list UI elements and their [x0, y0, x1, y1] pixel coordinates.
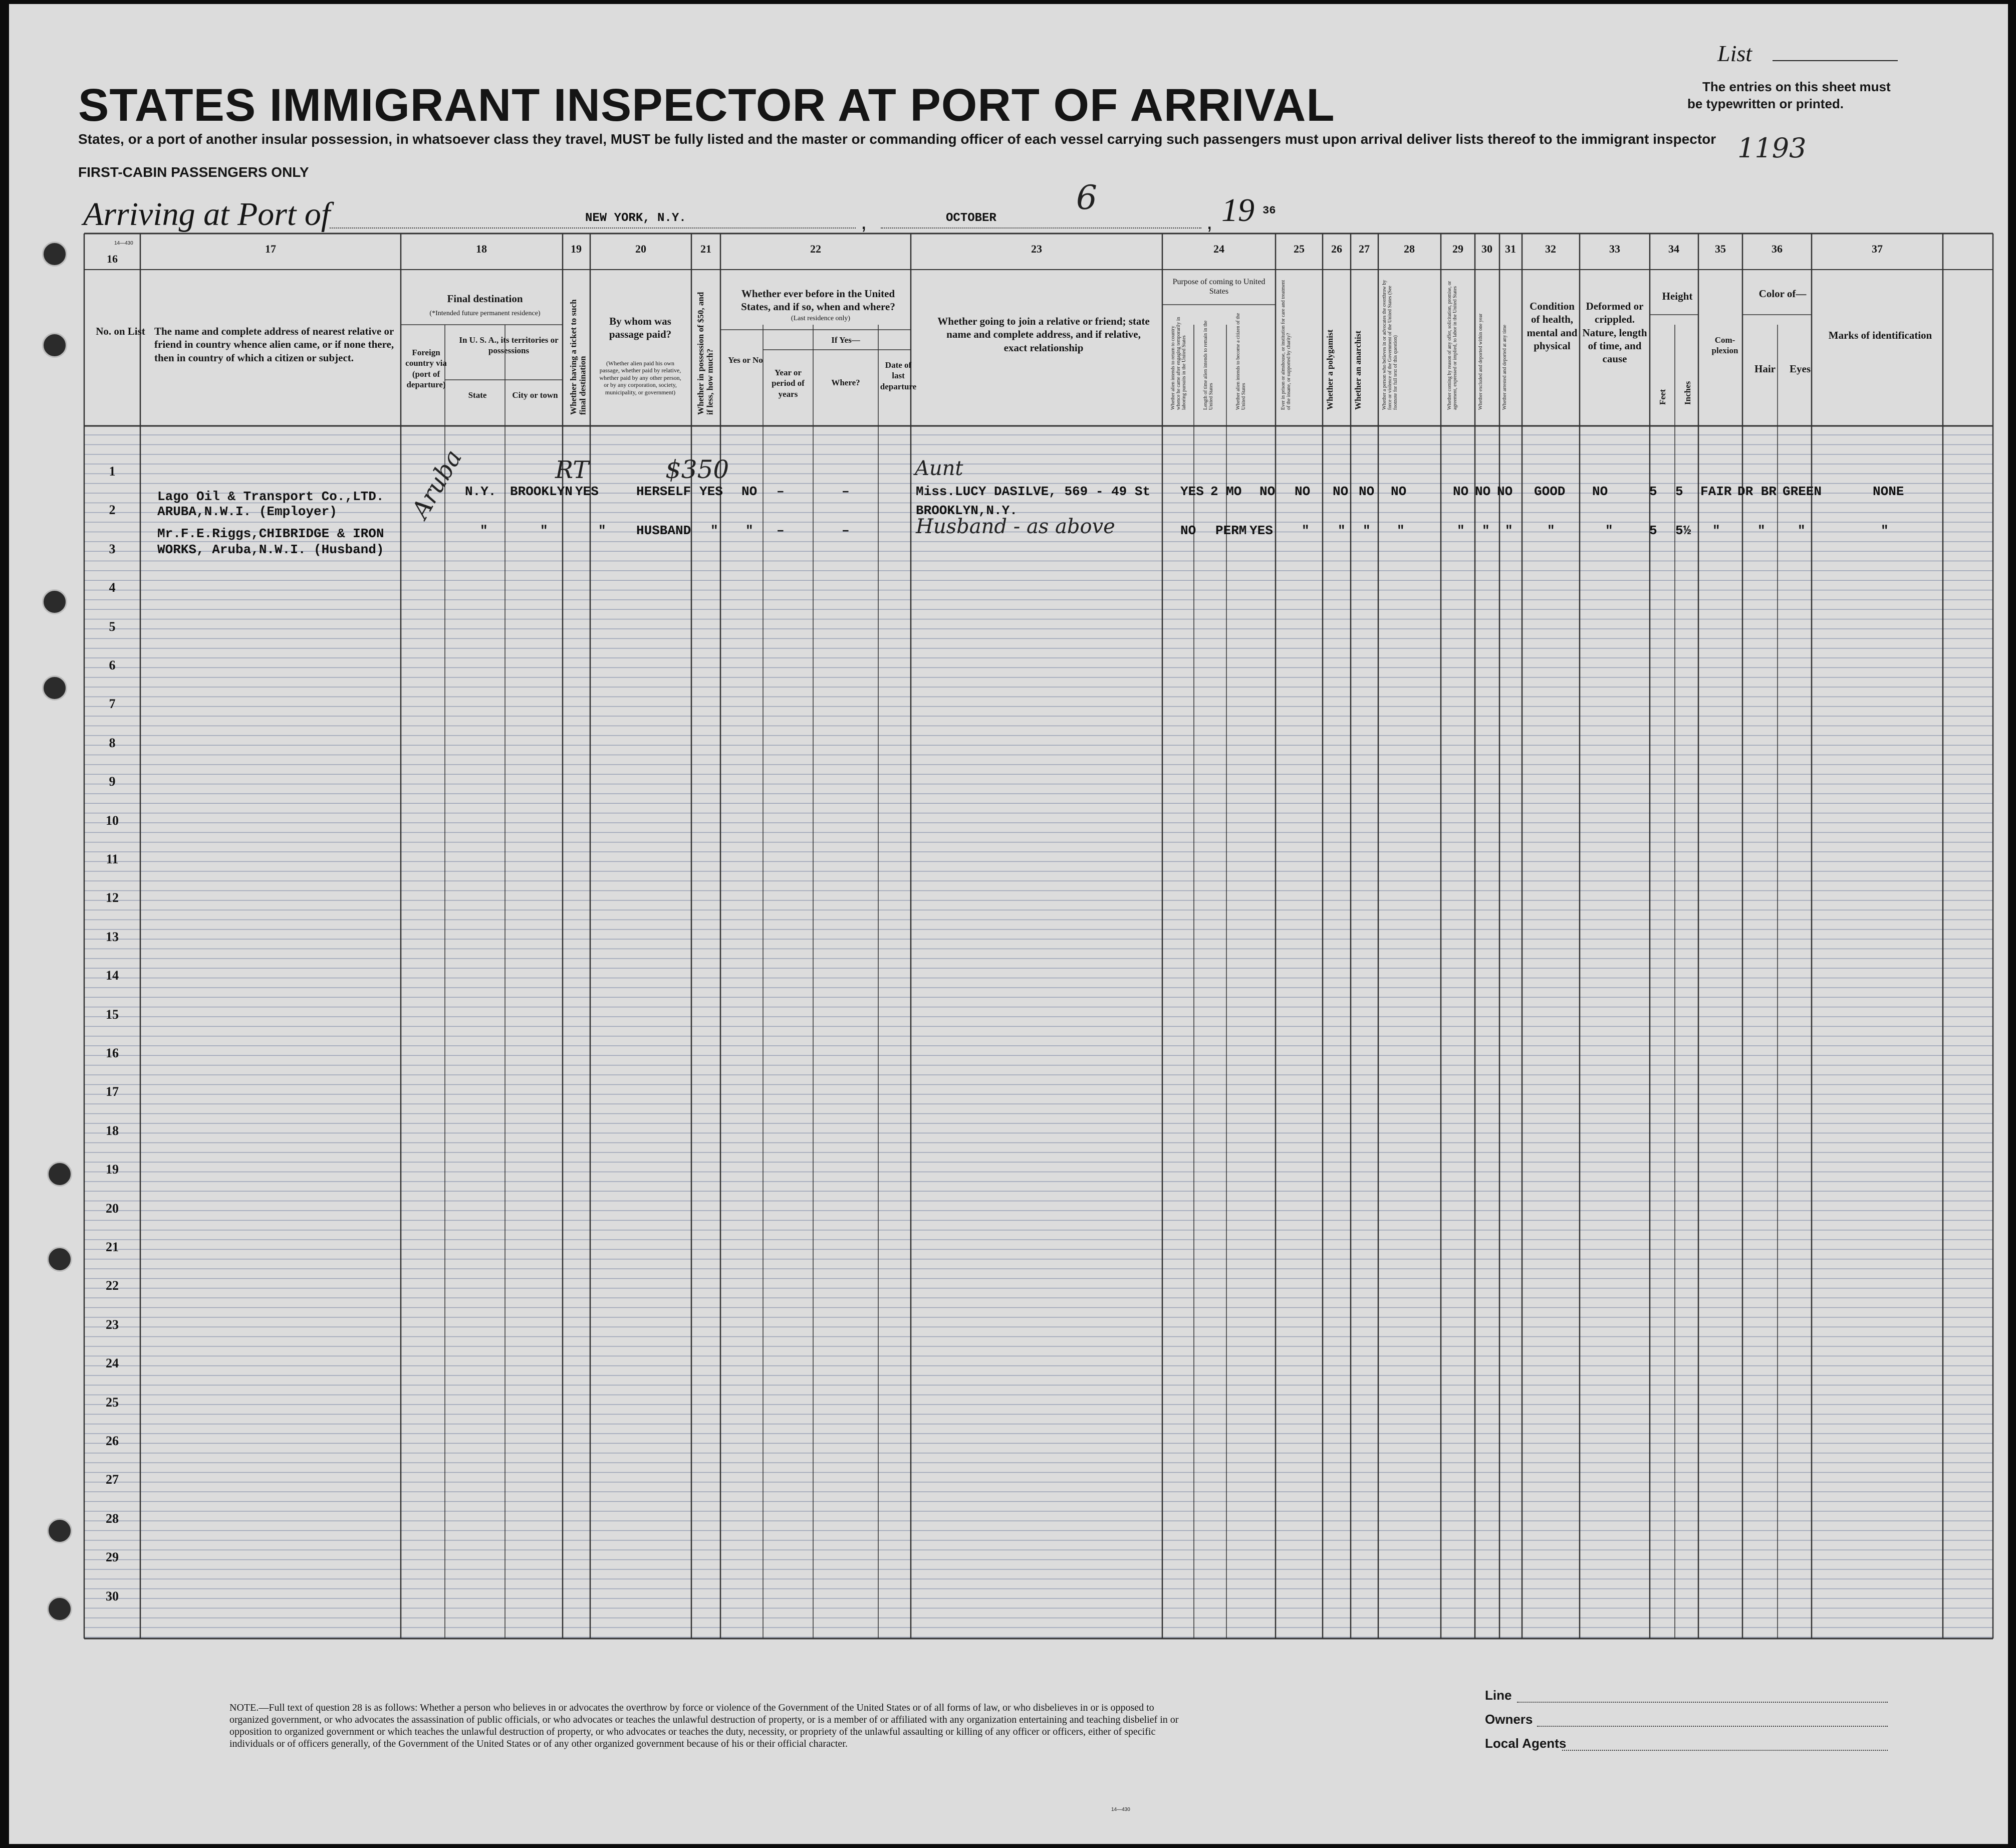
row-number: 29 — [106, 1550, 119, 1565]
header-health: Condition of health, mental and physical — [1527, 300, 1578, 352]
header-ever-before: Whether ever before in the United States, and if so, when and where? — [741, 288, 895, 313]
column-number: 33 — [1609, 243, 1620, 255]
binder-hole — [47, 1247, 72, 1272]
entry-money-handwritten: $350 — [665, 455, 729, 484]
header-last-residence: (Last residence only) — [791, 315, 851, 322]
entry-where-2: – — [842, 523, 850, 538]
ruled-grid — [9, 4, 2008, 1844]
column-number: 32 — [1545, 243, 1556, 255]
entry-q31-1: NO — [1497, 484, 1513, 499]
row-number: 23 — [106, 1317, 119, 1332]
header-q29: Whether coming by reason of any offer, solicitation, promise, or agreement, expressed or implied, to labor in the United States — [1447, 281, 1458, 410]
header-deformed: Deformed or crippled. Nature, length of time, and cause — [1582, 300, 1647, 365]
header-complexion: Com-plexion — [1711, 335, 1738, 356]
row-number: 18 — [106, 1123, 119, 1138]
row-number: 25 — [106, 1395, 119, 1410]
row-number: 19 — [106, 1162, 119, 1177]
entry-ever-2: " — [745, 523, 753, 538]
row-number: 24 — [106, 1356, 119, 1371]
arriving-label: Arriving at Port of — [83, 196, 331, 233]
entry-q29-2: " — [1457, 523, 1465, 538]
entry-foreign-handwritten: Aruba — [406, 444, 468, 524]
entry-prison-1: NO — [1295, 484, 1311, 499]
header-passage-note: (Whether alien paid his own passage, whether paid by relative, whether paid by any other person, or by any corporation, society, municipality, or government) — [599, 360, 681, 396]
row-number: 20 — [106, 1201, 119, 1216]
header-in-usa: In U. S. A., its territories or possessions — [459, 335, 559, 356]
header-ticket: Whether having a ticket to such final destination — [569, 299, 588, 415]
month-value: OCTOBER — [946, 211, 996, 225]
row-number: 8 — [109, 735, 116, 750]
binder-hole — [47, 1518, 72, 1543]
header-purpose-b: Length of time alien intends to remain in the United States — [1203, 320, 1214, 410]
entry-ever-1: NO — [741, 484, 758, 499]
column-number: 17 — [265, 243, 276, 255]
row-number: 14 — [106, 968, 119, 983]
entry-deformed-2: " — [1605, 523, 1613, 538]
page-subtitle: States, or a port of another insular possession, in whatsoever class they travel, MUST be fully listed and the master or commanding officer of each vessel carrying such passengers must upon arrival deliver lists thereof to the immigrant inspector — [78, 131, 1716, 147]
row-number: 5 — [109, 619, 116, 634]
entry-q28-2: " — [1397, 523, 1405, 538]
header-if-yes: If Yes— — [831, 335, 860, 345]
entry-hair-2: " — [1757, 523, 1766, 538]
header-q28: Whether a person who believes in or advocates the overthrow by force or violence of the Government of the United States (See footnote for full text of this question) — [1382, 280, 1398, 410]
entry-purpose-a-2: NO — [1180, 523, 1196, 538]
date-line — [881, 227, 1201, 228]
header-purpose-c: Whether alien intends to become a citizen of the United States — [1235, 313, 1246, 410]
entry-purpose-b-1: 2 MO — [1210, 484, 1242, 499]
header-join-relative: Whether going to join a relative or friend; state name and complete address, and if relative, exact relationship — [937, 315, 1150, 354]
header-date-departure: Date of last departure — [880, 360, 917, 391]
column-number: 30 — [1481, 243, 1492, 255]
column-number: 35 — [1715, 243, 1726, 255]
header-polygamist: Whether a polygamist — [1325, 329, 1335, 410]
entry-where-1: – — [842, 484, 850, 499]
entry-polygamist-1: NO — [1333, 484, 1349, 499]
binder-hole — [42, 675, 67, 701]
column-number: 19 — [571, 243, 582, 255]
entry-paid-1: HERSELF — [636, 484, 691, 499]
entry-relative-line-4: WORKS, Aruba,N.W.I. (Husband) — [157, 542, 384, 557]
entry-health-2: " — [1547, 523, 1555, 538]
row-number: 27 — [106, 1472, 119, 1487]
row-number: 17 — [106, 1084, 119, 1099]
column-number: 24 — [1213, 243, 1224, 255]
entry-purpose-c-2: YES — [1249, 523, 1273, 538]
row-number: 2 — [109, 503, 116, 518]
header-hair: Hair — [1754, 363, 1776, 375]
entry-polygamist-2: " — [1338, 523, 1346, 538]
day-value: 6 — [1076, 178, 1097, 217]
entry-marks-1: NONE — [1873, 484, 1904, 499]
row-number: 7 — [109, 697, 116, 712]
entry-purpose-b-2: PERM — [1215, 523, 1247, 538]
instruction-line-2: be typewritten or printed. — [1687, 96, 1844, 111]
column-number: 36 — [1772, 243, 1783, 255]
page-title: STATES IMMIGRANT INSPECTOR AT PORT OF ARRIVAL — [78, 80, 1335, 131]
entry-complexion-2: " — [1712, 523, 1720, 538]
entry-inches-2: 5½ — [1675, 523, 1691, 538]
entry-relative-line-3: Mr.F.E.Riggs,CHIBRIDGE & IRON — [157, 526, 384, 541]
entry-feet-2: 5 — [1649, 523, 1657, 538]
header-passage-paid: By whom was passage paid? — [609, 315, 672, 341]
header-where: Where? — [831, 378, 860, 387]
binder-hole — [42, 333, 67, 358]
entry-money-1: YES — [699, 484, 723, 499]
year-suffix: 36 — [1263, 204, 1276, 217]
row-number: 10 — [106, 813, 119, 828]
year-prefix: 19 — [1221, 192, 1254, 228]
entry-eyes-1: GREEN — [1783, 484, 1822, 499]
entry-prison-2: " — [1302, 523, 1310, 538]
header-year-period: Year or period of years — [772, 368, 805, 399]
port-value: NEW YORK, N.Y. — [585, 211, 686, 225]
header-purpose-a: Whether alien intends to return to country whence he came after engaging temporarily in laboring pursuits in the United States — [1170, 317, 1187, 410]
entry-complexion-1: FAIR — [1700, 484, 1732, 499]
row-number: 28 — [106, 1511, 119, 1526]
row-number: 13 — [106, 929, 119, 944]
port-line — [330, 227, 856, 228]
footer-agents-label: Local Agents — [1485, 1736, 1567, 1751]
row-number: 6 — [109, 658, 116, 672]
row-number: 22 — [106, 1278, 119, 1293]
footer-owners-field[interactable] — [1537, 1726, 1888, 1727]
header-purpose: Purpose of coming to United States — [1172, 278, 1266, 296]
row-number: 1 — [109, 464, 116, 479]
list-label: List — [1717, 41, 1752, 66]
column-number: 34 — [1668, 243, 1679, 255]
header-possession-50: Whether in possession of $50, and if less, how much? — [696, 292, 715, 415]
column-number: 26 — [1331, 243, 1342, 255]
column-number: 29 — [1452, 243, 1463, 255]
entry-q30-2: " — [1482, 523, 1490, 538]
entry-purpose-c-1: NO — [1259, 484, 1276, 499]
entry-year-2: – — [777, 523, 785, 538]
entry-join-handwritten: Aunt — [915, 457, 963, 480]
column-number: 23 — [1031, 243, 1042, 255]
class-line: FIRST-CABIN PASSENGERS ONLY — [78, 164, 309, 180]
header-no-on-list: No. on List — [96, 325, 145, 337]
header-nearest-relative: The name and complete address of nearest relative or friend in country whence alien came, or if none there, then in country of which a citizen or subject. — [154, 325, 394, 364]
instruction-line-1: The entries on this sheet must — [1702, 79, 1891, 94]
binder-hole — [42, 589, 67, 614]
header-final-destination-note: (*Intended future permanent residence) — [429, 310, 541, 317]
entry-q29-1: NO — [1453, 484, 1469, 499]
entry-money-2: " — [710, 523, 718, 538]
entry-ticket-1: YES — [575, 484, 599, 499]
list-number-line — [1773, 60, 1898, 61]
entry-paid-2: HUSBAND — [636, 523, 691, 538]
column-number: 16 — [107, 253, 118, 265]
column-number: 18 — [476, 243, 487, 255]
entry-state-1: N.Y. — [465, 484, 496, 499]
column-number: 27 — [1359, 243, 1370, 255]
header-feet: Feet — [1658, 389, 1667, 405]
header-height: Height — [1662, 290, 1693, 302]
header-marks: Marks of identification — [1828, 329, 1932, 341]
column-number: 20 — [635, 243, 646, 255]
header-foreign-country: Foreign country via (port of departure) — [405, 348, 447, 389]
footer-owners-label: Owners — [1485, 1712, 1533, 1727]
header-city: City or town — [512, 390, 558, 400]
entry-marks-2: " — [1881, 523, 1889, 538]
header-final-destination: Final destination — [447, 293, 523, 305]
entry-inches-1: 5 — [1675, 484, 1683, 499]
row-number: 15 — [106, 1007, 119, 1022]
manifest-sheet: List The entries on this sheet must be typewritten or printed. 1193 STATES IMMIGRANT INSPECTOR AT PORT OF ARRIVAL States, or a port of another insular possession, in whatsoever class they travel, MUST be fully listed and the master or commanding officer of each vessel carrying such passengers must upon arrival deliver lists thereof to the immigrant inspector FIRST-CABIN PASSENGERS ONLY Arriving at Port of NEW YORK, N.Y. , OCTOBER 6 , 19 36 14—430 16 17 18 19 20 21 22 23 24 25 26 27 28 29 30 31 32 33 34 35 36 37 No. on List The name and complete address of nearest relative or friend in country whence alien came, or if none there, then in country of which a citizen or subject. Final destination (*Intended future permanent residence) Foreign country via (port of departure) In U. S. A., its territories or possessions State City or town Whether having a ticket to such final destination By whom was passage paid? (Whether alien paid his own passage, whether paid by relative, whether paid by any other person, or by any corporation, society, municipality, or government) Whether in possession of $50, and if less, how much? Whether ever before in the United States, and if so, when and where? (Last residence only) If Yes— Yes or No Year or period of years Where? Date of last departure Whether going to join a relative or friend; state name and complete address, and if relative, exact relationship Purpose of coming to United States Whether alien intends to return to country whence he came after engaging temporarily in laboring pursuits in the United States Length of time alien intends to remain in the United States Whether alien intends to become a citizen of the United States Ever in prison or almshouse, or institution for care and treatment of the insane, or supported by charity? Whether a polygamist Whether an anarchist Whether a person who believes in or advocates the overthrow by force or violence of the Government of the United States (See footnote for full text of this question) Whether coming by reason of any offer, solicitation, promise, or agreement, expressed or implied, to labor in the United States Whether excluded and deported within one year Whether arrested and deported at any time Condition of health, mental and physical Deformed or crippled. Nature, length of time, and cause Height Feet Inches Com-plexion Color of— Hair Eyes Marks of identification 1 2 3 4 5 6 7 8 9 10 11 12 13 14 15 16 17 18 19 20 21 22 23 24 25 26 27 28 29 30 Lago Oil & Transport Co.,LTD. ARUBA,N.W.I. (Employer) Mr.F.E.Riggs,CHIBRIDGE & IRON WORKS, Aruba,N.W.I. (Husband) Aruba N.Y. BROOKLYN RT YES HERSELF $350 YES NO – – Aunt Miss.LUCY DASILVE, 569 - 49 St BROOKLYN,N.Y. YES 2 MO NO NO NO NO NO NO NO NO GOOD NO 5 5 FAIR DR BR GREEN NONE " " " HUSBAND " " – – Husband - as above NO PERM YES " " " " " " " " " 5 5½ " " " " NOTE.—Full text of question 28 is as follows: Whether a person who believes in or advocates the overthrow by force or violence of the Government of the United States or of all forms of law, or who disbelieves in or is opposed to organized government, or who advocates the assassination of public officials, or who advocates or teaches the unlawful destruction of property, or is a member of or affiliated with any organization entertaining and teaching disbelief in or opposition to organized government or which teaches the unlawful destruction of property, or who advocates or teaches the duty, necessity, or propriety of the unlawful assaulting or killing of any officer or officers, either of specific individuals or of officers generally, of the Government of the United States or of any other organized government because of his or their official character. 14—430 Line Owners Local Agents — [9, 4, 2008, 1844]
column-number: 37 — [1872, 243, 1883, 255]
row-number: 16 — [106, 1046, 119, 1060]
entry-join-line-2: BROOKLYN,N.Y. — [916, 503, 1018, 518]
entry-eyes-2: " — [1798, 523, 1806, 538]
entry-join-handwritten-2: Husband - as above — [916, 515, 1115, 538]
row-number: 3 — [109, 541, 116, 556]
entry-hair-1: DR BR — [1737, 484, 1777, 499]
entry-q28-1: NO — [1391, 484, 1407, 499]
entry-relative-line-2: ARUBA,N.W.I. (Employer) — [157, 504, 337, 519]
row-number: 12 — [106, 890, 119, 905]
row-number: 30 — [106, 1588, 119, 1603]
header-eyes: Eyes — [1790, 363, 1811, 375]
column-number: 21 — [700, 243, 711, 255]
row-number: 9 — [109, 774, 116, 789]
entry-state-2: " — [480, 523, 488, 538]
footnote-question-28: NOTE.—Full text of question 28 is as follows: Whether a person who believes in or advocates the overthrow by force or violence of the Government of the United States or of all forms of law, or who disbelieves in or is opposed to organized government, or who advocates the assassination of public officials, or who advocates or teaches the unlawful destruction of property, or is a member of or affiliated with any organization entertaining and teaching disbelief in or opposition to organized government or which teaches the unlawful destruction of property, or who advocates or teaches the duty, necessity, or propriety of the unlawful assaulting or killing of any officer or officers, either of specific individuals or of officers generally, of the Government of the United States or of any other organized government because of his or their official character. — [229, 1702, 1179, 1749]
form-code-bottom: 14—430 — [1111, 1807, 1130, 1812]
header-yes-no: Yes or No — [728, 355, 763, 365]
entry-city-handwritten: RT — [555, 456, 589, 484]
entry-q31-2: " — [1505, 523, 1513, 538]
entry-anarchist-2: " — [1363, 523, 1371, 538]
entry-city-2: " — [540, 523, 548, 538]
entry-health-1: GOOD — [1534, 484, 1566, 499]
header-anarchist: Whether an anarchist — [1353, 330, 1363, 410]
entry-city-1: BROOKLYN — [510, 484, 573, 499]
header-q30: Whether excluded and deported within one year — [1478, 313, 1483, 410]
header-prison: Ever in prison or almshouse, or institution for care and treatment of the insane, or supported by charity? — [1281, 280, 1292, 410]
entry-relative-line-1: Lago Oil & Transport Co.,LTD. — [157, 489, 384, 504]
row-number: 4 — [109, 580, 116, 595]
binder-hole — [47, 1162, 72, 1187]
entry-deformed-1: NO — [1592, 484, 1608, 499]
footer-agents-field[interactable] — [1562, 1750, 1888, 1751]
header-state: State — [468, 390, 487, 400]
header-q31: Whether arrested and deported at any time — [1502, 325, 1507, 410]
column-number: 31 — [1505, 243, 1516, 255]
footer-line-field[interactable] — [1517, 1702, 1888, 1703]
header-color-of: Color of— — [1758, 288, 1807, 300]
entry-anarchist-1: NO — [1359, 484, 1375, 499]
header-inches: Inches — [1683, 381, 1692, 405]
entry-purpose-a-1: YES — [1180, 484, 1204, 499]
entry-q30-1: NO — [1475, 484, 1491, 499]
row-number: 11 — [106, 852, 119, 866]
column-number: 28 — [1404, 243, 1415, 255]
sheet-number: 1193 — [1737, 132, 1807, 164]
entry-join-line-1: Miss.LUCY DASILVE, 569 - 49 St — [916, 484, 1151, 499]
form-code-top: 14—430 — [114, 241, 133, 246]
row-number: 26 — [106, 1434, 119, 1448]
entry-feet-1: 5 — [1649, 484, 1657, 499]
column-number: 22 — [810, 243, 821, 255]
binder-hole — [47, 1596, 72, 1622]
entry-year-1: – — [777, 484, 785, 499]
entry-ticket-2: " — [598, 523, 606, 538]
footer-line-label: Line — [1485, 1688, 1512, 1703]
row-number: 21 — [106, 1240, 119, 1254]
column-number: 25 — [1294, 243, 1305, 255]
binder-hole — [42, 242, 67, 267]
